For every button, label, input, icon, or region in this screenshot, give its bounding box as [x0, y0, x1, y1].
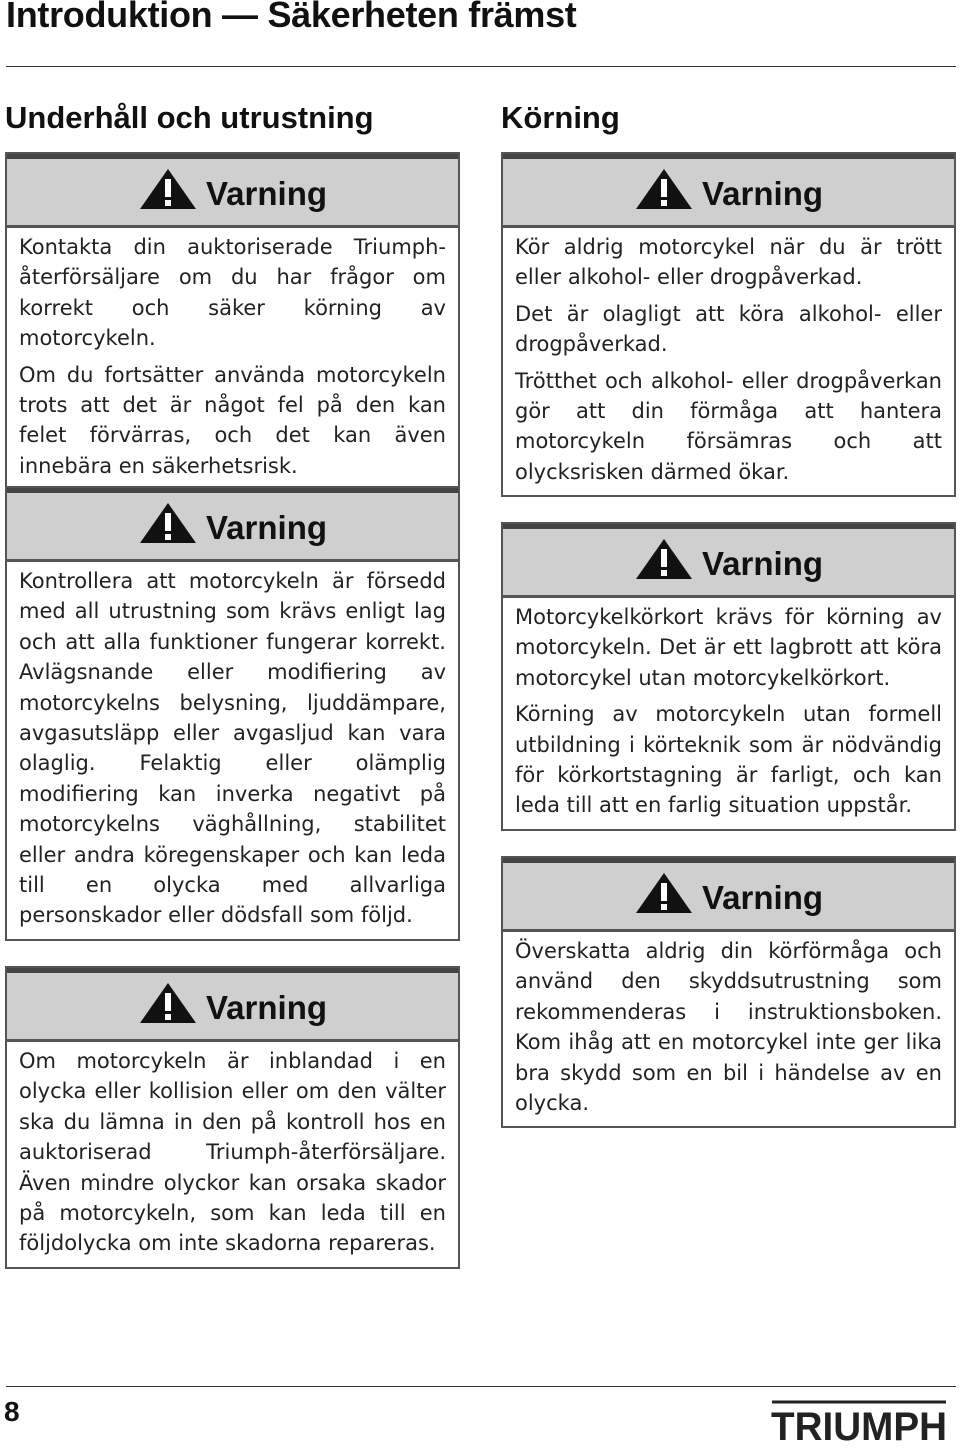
- warning-paragraph: Överskatta aldrig din körförmåga och använd den skyddsutrustning som rekommenderas i instruktionsboken. Kom ihåg att en motorcykel inte ger lika bra skydd som en bil i händelse av en olycka.: [515, 939, 942, 1116]
- footer-rule: [6, 1386, 956, 1387]
- warning-title: Varning: [205, 509, 328, 546]
- warning-paragraph: Kontakta din auktoriserade Triumph-återförsäljare om du har frågor om korrekt och säker körning av motorcykeln.: [19, 235, 446, 351]
- page-title: Introduktion — Säkerheten främst: [6, 0, 577, 35]
- warning-body: [7, 1042, 458, 1267]
- warning-title: Varning: [701, 879, 824, 916]
- left-column: [5, 98, 460, 1256]
- section-heading-riding: Körning: [501, 100, 620, 135]
- warning-body: [7, 562, 458, 939]
- warning-paragraph: Motorcykelkörkort krävs för körning av motorcykeln. Det är ett lagbrott att köra motorcykel utan motorcykelkörkort.: [515, 605, 942, 690]
- page-number: 8: [4, 1396, 20, 1427]
- warning-box: [5, 966, 460, 1269]
- warning-body: [503, 932, 954, 1126]
- section-heading-maintenance: Underhåll och utrustning: [5, 100, 374, 135]
- warning-paragraph: Om du fortsätter använda motorcykeln trots att det är något fel på den kan felet förvärras, och det kan även innebära en säkerhetsrisk.: [19, 362, 446, 478]
- header-rule: [6, 66, 956, 67]
- warning-triangle-icon: [634, 167, 694, 211]
- warning-header: [7, 154, 458, 228]
- warning-header: [503, 858, 954, 932]
- warning-title: Varning: [701, 545, 824, 582]
- warning-body: [503, 228, 954, 495]
- warning-triangle-icon: [634, 871, 694, 915]
- warning-body: [503, 598, 954, 829]
- warning-box: [5, 152, 460, 491]
- triumph-logo: [768, 1394, 950, 1446]
- warning-box: [501, 152, 956, 497]
- warning-paragraph: Det är olagligt att köra alkohol- eller drogpåverkad.: [515, 301, 942, 357]
- warning-paragraph: Kontrollera att motorcykeln är försedd med all utrustning som krävs enligt lag och att alla funktioner fungerar korrekt. Avlägsnande eller modifiering av motorcykelns belysning, ljuddämpare, avgasutsläpp eller avgasljud kan vara olaglig. Felaktig eller olämplig modifiering kan inverka negativt på motorcykelns väghållning, stabilitet eller andra köregenskaper och kan leda till en olycka med allvarliga personskador eller dödsfall som följd.: [19, 569, 446, 928]
- warning-title: Varning: [701, 175, 824, 212]
- right-column: [501, 98, 956, 1116]
- warning-box: [501, 522, 956, 831]
- warning-header: [7, 968, 458, 1042]
- warning-paragraph: Trötthet och alkohol- eller drogpåverkan gör att din förmåga att hantera motorcykeln försämras och att olycksrisken därmed ökar.: [515, 368, 942, 484]
- warning-triangle-icon: [138, 501, 198, 545]
- warning-triangle-icon: [138, 167, 198, 211]
- warning-body: [7, 228, 458, 489]
- warning-box: [501, 856, 956, 1128]
- warning-box: [5, 486, 460, 941]
- warning-header: [7, 488, 458, 562]
- warning-title: Varning: [205, 175, 328, 212]
- warning-header: [503, 524, 954, 598]
- warning-paragraph: Körning av motorcykeln utan formell utbildning i körteknik som är nödvändig för körkortstagning är farligt, och kan leda till att en farlig situation uppstår.: [515, 702, 942, 818]
- warning-triangle-icon: [138, 981, 198, 1025]
- brand-wordmark: TRIUMPH: [771, 1405, 947, 1446]
- warning-paragraph: Om motorcykeln är inblandad i en olycka eller kollision eller om den välter ska du lämna in den på kontroll hos en auktoriserad Triumph-återförsäljare. Även mindre olyckor kan orsaka skador på motorcykeln, som kan leda till en följdolycka om inte skadorna repareras.: [19, 1049, 446, 1256]
- warning-paragraph: Kör aldrig motorcykel när du är trött eller alkohol- eller drogpåverkad.: [515, 235, 942, 290]
- warning-triangle-icon: [634, 537, 694, 581]
- warning-title: Varning: [205, 989, 328, 1026]
- warning-header: [503, 154, 954, 228]
